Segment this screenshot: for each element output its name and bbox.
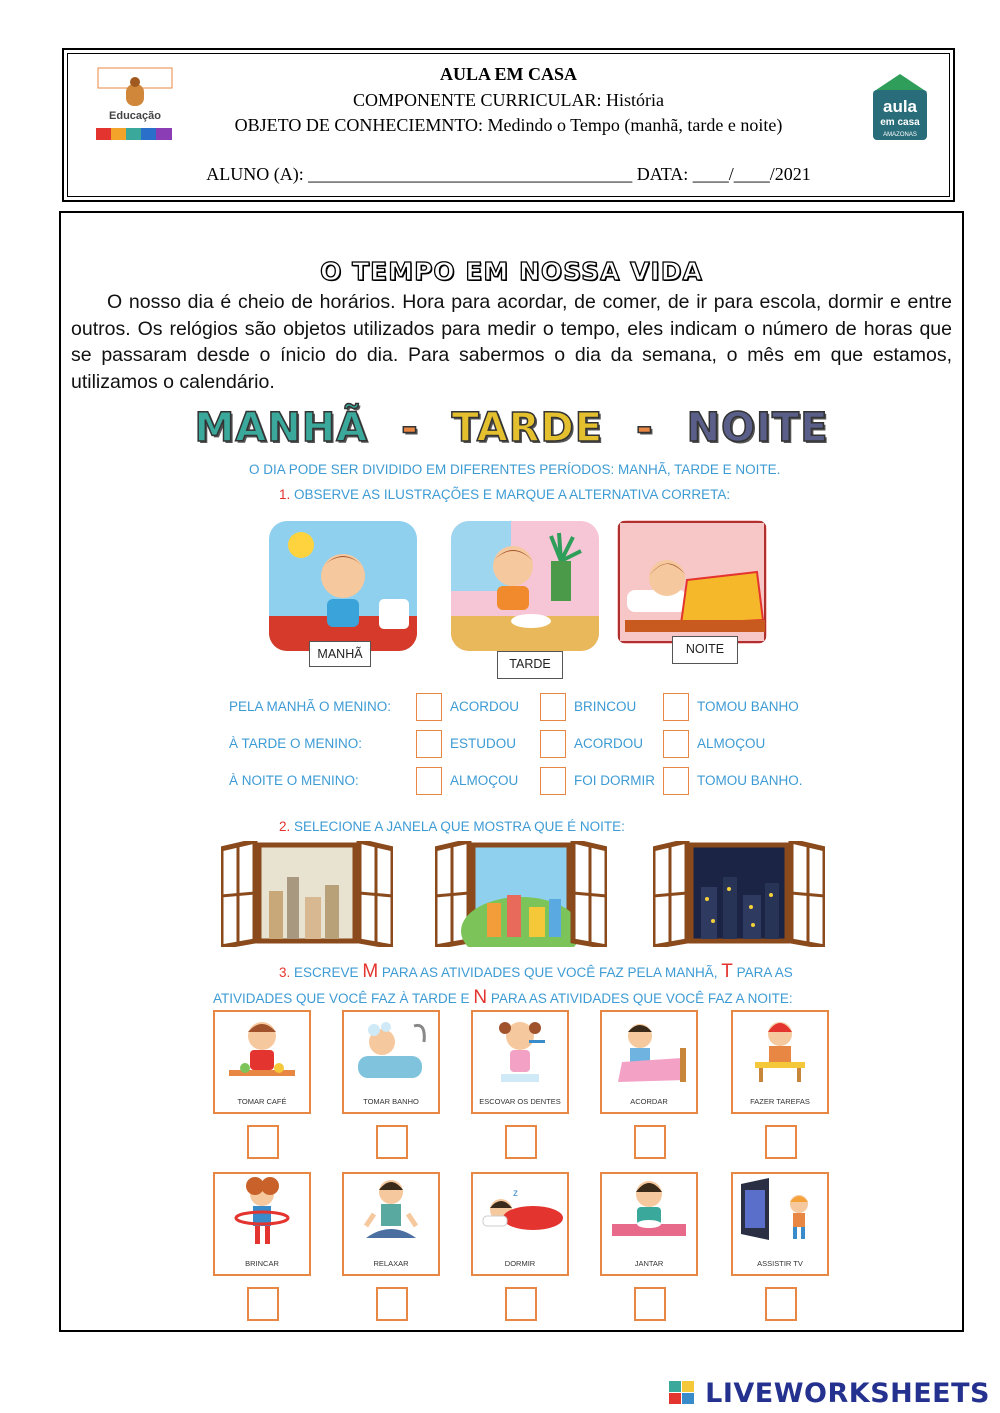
logo-left-text: Educação [109, 110, 161, 122]
page-title: O TEMPO EM NOSSA VIDA [320, 257, 703, 286]
liveworksheets-brand[interactable] [669, 1378, 990, 1409]
activity-card-escovar-dentes [471, 1010, 569, 1114]
answer-box-fazer-tarefas[interactable] [765, 1125, 797, 1159]
q2-prompt [279, 819, 625, 834]
heading-sep2: - [636, 405, 654, 451]
answer-box-assistir-tv[interactable] [765, 1287, 797, 1321]
activity-label: TOMAR CAFÉ [237, 1097, 287, 1106]
answer-box-relaxar[interactable] [376, 1287, 408, 1321]
scene-label-afternoon: TARDE [497, 651, 563, 679]
aula-em-casa-logo [869, 70, 931, 144]
q3-prompt-line2 [213, 987, 793, 1009]
activity-card-tomar-banho [342, 1010, 440, 1114]
activity-card-fazer-tarefas [731, 1010, 829, 1114]
q1-text: OBSERVE AS ILUSTRAÇÕES E MARQUE A ALTERNATIVA CORRETA: [294, 487, 731, 502]
activity-label: JANTAR [634, 1259, 664, 1268]
q3-part1: ESCREVE [294, 965, 359, 980]
checkbox-tarde-almocou[interactable] [663, 730, 689, 758]
option-tarde-acordou: ACORDOU [574, 736, 644, 751]
activity-card-assistir-tv [731, 1172, 829, 1276]
checkbox-noite-tomou-banho[interactable] [663, 767, 689, 795]
activity-label: RELAXAR [373, 1259, 409, 1268]
intro-paragraph: O nosso dia é cheio de horários. Hora para acordar, de comer, de ir para escola, dormir e entre outros. Os relógios são objetos utilizados para medir o tempo, eles indicam o número de horas que se passaram desde o ínicio do dia. Para sabermos o dia da semana, o mês em que estamos, utilizamos o calendário. [71, 291, 952, 393]
answer-box-jantar[interactable] [634, 1287, 666, 1321]
scene-label-night: NOITE [672, 636, 738, 664]
sun-icon [288, 532, 314, 558]
checkbox-manha-brincou[interactable] [540, 693, 566, 721]
header-topic: OBJETO DE CONHECIEMNTO: Medindo o Tempo (manhã, tarde e noite) [234, 115, 783, 135]
q1-row-label-night: À NOITE O MENINO: [229, 773, 359, 788]
logo-right-text1: aula [882, 97, 918, 116]
option-tarde-estudou: ESTUDOU [450, 736, 517, 751]
periods-subtitle: O DIA PODE SER DIVIDIDO EM DIFERENTES PERÍODOS: MANHÃ, TARDE E NOITE. [249, 462, 781, 477]
scene-night [617, 520, 767, 644]
relax-icon [344, 1174, 438, 1254]
window-option-1[interactable] [221, 841, 393, 947]
q1-prompt [279, 487, 730, 502]
header-subject: COMPONENTE CURRICULAR: História [352, 90, 664, 110]
q1-row-label-morning: PELA MANHÃ O MENINO: [229, 699, 392, 714]
q3-letter-n: N [473, 987, 488, 1008]
answer-box-tomar-cafe[interactable] [247, 1125, 279, 1159]
scene-label-morning: MANHÃ [309, 641, 371, 667]
activity-label: BRINCAR [245, 1259, 279, 1268]
checkbox-noite-almocou[interactable] [416, 767, 442, 795]
wake-up-icon [602, 1012, 696, 1092]
option-manha-tomou-banho: TOMOU BANHO [697, 699, 799, 714]
activity-box [59, 211, 964, 1332]
activity-card-dormir [471, 1172, 569, 1276]
q1-number: 1. [279, 487, 291, 502]
checkbox-manha-tomou-banho[interactable] [663, 693, 689, 721]
q3-part5: PARA AS ATIVIDADES QUE VOCÊ FAZ A NOITE: [490, 991, 793, 1006]
q3-number: 3. [279, 965, 291, 980]
option-manha-acordou: ACORDOU [450, 699, 520, 714]
q3-prompt-line1 [279, 961, 793, 983]
window-option-2[interactable] [435, 841, 607, 947]
activity-label: TOMAR BANHO [363, 1097, 419, 1106]
option-noite-almocou: ALMOÇOU [450, 773, 519, 788]
header-title: AULA EM CASA [439, 64, 577, 84]
breakfast-icon [215, 1012, 309, 1092]
q3-letter-m: M [362, 961, 379, 982]
option-tarde-almocou: ALMOÇOU [697, 736, 766, 751]
activity-card-brincar [213, 1172, 311, 1276]
q3-letter-t: T [721, 961, 733, 982]
student-date-line: ALUNO (A): ____________________________________ DATA: ____/____/2021 [206, 164, 811, 184]
activity-card-acordar [600, 1010, 698, 1114]
heading-sep1: - [401, 405, 419, 451]
option-manha-brincou: BRINCOU [574, 699, 637, 714]
sleep-icon [473, 1174, 567, 1254]
q3-part2: PARA AS ATIVIDADES QUE VOCÊ FAZ PELA MANHÃ, [381, 965, 718, 980]
checkbox-tarde-estudou[interactable] [416, 730, 442, 758]
bath-icon [344, 1012, 438, 1092]
activity-label: DORMIR [504, 1259, 536, 1268]
answer-box-acordar[interactable] [634, 1125, 666, 1159]
scene-afternoon [451, 521, 599, 651]
answer-box-escovar-dentes[interactable] [505, 1125, 537, 1159]
q2-number: 2. [279, 819, 291, 834]
heading-manha: MANHÃ [194, 405, 369, 451]
header-box [62, 48, 955, 202]
heading-noite: NOITE [686, 405, 829, 451]
checkbox-manha-acordou[interactable] [416, 693, 442, 721]
liveworksheets-logo-icon [669, 1381, 695, 1405]
playing-icon [215, 1174, 309, 1254]
activity-label: ESCOVAR OS DENTES [479, 1097, 561, 1106]
scene-morning [269, 521, 417, 651]
logo-right-text3: AMAZONAS [883, 132, 917, 138]
option-noite-foi-dormir: FOI DORMIR [574, 773, 655, 788]
activity-label: FAZER TAREFAS [750, 1097, 810, 1106]
periods-heading [61, 405, 962, 451]
activity-card-relaxar [342, 1172, 440, 1276]
dinner-icon [602, 1174, 696, 1254]
activity-label: ACORDAR [630, 1097, 668, 1106]
answer-box-brincar[interactable] [247, 1287, 279, 1321]
logo-right-text2: em casa [880, 117, 920, 128]
liveworksheets-text: LIVEWORKSHEETS [705, 1378, 990, 1409]
svg-text:z: z [513, 1188, 518, 1199]
option-noite-tomou-banho: TOMOU BANHO. [697, 773, 803, 788]
homework-icon [733, 1012, 827, 1092]
toothbrush-icon [473, 1012, 567, 1092]
q3-part4: ATIVIDADES QUE VOCÊ FAZ À TARDE E [213, 991, 470, 1006]
q3-part3: PARA AS [736, 965, 793, 980]
answer-box-tomar-banho[interactable] [376, 1125, 408, 1159]
checkbox-tarde-acordou[interactable] [540, 730, 566, 758]
activity-card-jantar [600, 1172, 698, 1276]
activity-card-tomar-cafe [213, 1010, 311, 1114]
answer-box-dormir[interactable] [505, 1287, 537, 1321]
window-option-3[interactable] [653, 841, 825, 947]
checkbox-noite-foi-dormir[interactable] [540, 767, 566, 795]
q2-text: SELECIONE A JANELA QUE MOSTRA QUE É NOITE: [294, 819, 625, 834]
heading-tarde: TARDE [451, 405, 604, 451]
q1-row-label-afternoon: À TARDE O MENINO: [229, 736, 363, 751]
activity-label: ASSISTIR TV [757, 1259, 803, 1268]
tv-icon [733, 1174, 827, 1254]
